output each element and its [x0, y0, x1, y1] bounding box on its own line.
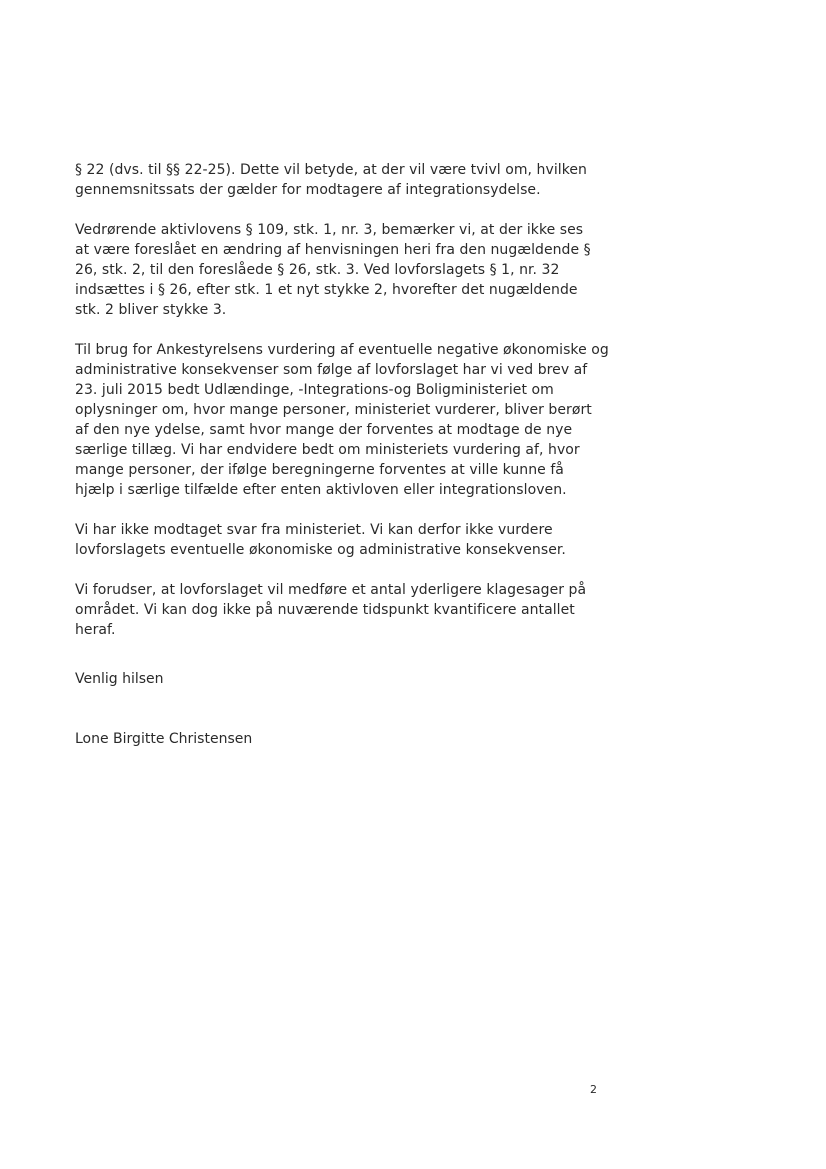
letter-body	[75, 160, 609, 640]
page-number: 2	[590, 1083, 597, 1096]
paragraph-line: lovforslagets eventuelle økonomiske og administrative konsekvenser.	[75, 542, 566, 558]
paragraph-2	[75, 220, 605, 320]
paragraph-line: mange personer, der ifølge beregningerne forventes at ville kunne få	[75, 462, 564, 478]
paragraph-4	[75, 520, 605, 560]
paragraph-5	[75, 580, 605, 640]
paragraph-line: administrative konsekvenser som følge af lovforslaget har vi ved brev af	[75, 362, 588, 378]
paragraph-line: Vedrørende aktivlovens § 109, stk. 1, nr. 3, bemærker vi, at der ikke ses	[75, 222, 584, 238]
paragraph-line: hjælp i særlige tilfælde efter enten aktivloven eller integrationsloven.	[75, 482, 567, 498]
paragraph-3	[75, 340, 609, 500]
paragraph-line: gennemsnitssats der gælder for modtagere af integrationsydelse.	[75, 182, 541, 198]
paragraph-line: § 22 (dvs. til §§ 22-25). Dette vil betyde, at der vil være tvivl om, hvilken	[75, 162, 587, 178]
paragraph-line: Vi forudser, at lovforslaget vil medføre et antal yderligere klagesager på	[75, 582, 587, 598]
paragraph-line: særlige tillæg. Vi har endvidere bedt om ministeriets vurdering af, hvor	[75, 442, 580, 458]
paragraph-line: indsættes i § 26, efter stk. 1 et nyt stykke 2, hvorefter det nugældende	[75, 282, 578, 298]
paragraph-line: heraf.	[75, 622, 116, 638]
paragraph-line: området. Vi kan dog ikke på nuværende tidspunkt kvantificere antallet	[75, 602, 575, 618]
paragraph-line: Til brug for Ankestyrelsens vurdering af eventuelle negative økonomiske og	[75, 342, 609, 358]
paragraph-line: 26, stk. 2, til den foreslåede § 26, stk. 3. Ved lovforslagets § 1, nr. 32	[75, 262, 560, 278]
paragraph-line: oplysninger om, hvor mange personer, ministeriet vurderer, bliver berørt	[75, 402, 592, 418]
paragraph-line: at være foreslået en ændring af henvisningen heri fra den nugældende §	[75, 242, 591, 258]
closing-greeting: Venlig hilsen	[75, 671, 164, 687]
paragraph-line: 23. juli 2015 bedt Udlændinge, -Integrations-og Boligministeriet om	[75, 382, 554, 398]
signature-name: Lone Birgitte Christensen	[75, 731, 253, 747]
paragraph-1	[75, 160, 605, 200]
paragraph-line: Vi har ikke modtaget svar fra ministeriet. Vi kan derfor ikke vurdere	[75, 522, 553, 538]
paragraph-line: af den nye ydelse, samt hvor mange der forventes at modtage de nye	[75, 422, 573, 438]
paragraph-line: stk. 2 bliver stykke 3.	[75, 302, 227, 318]
